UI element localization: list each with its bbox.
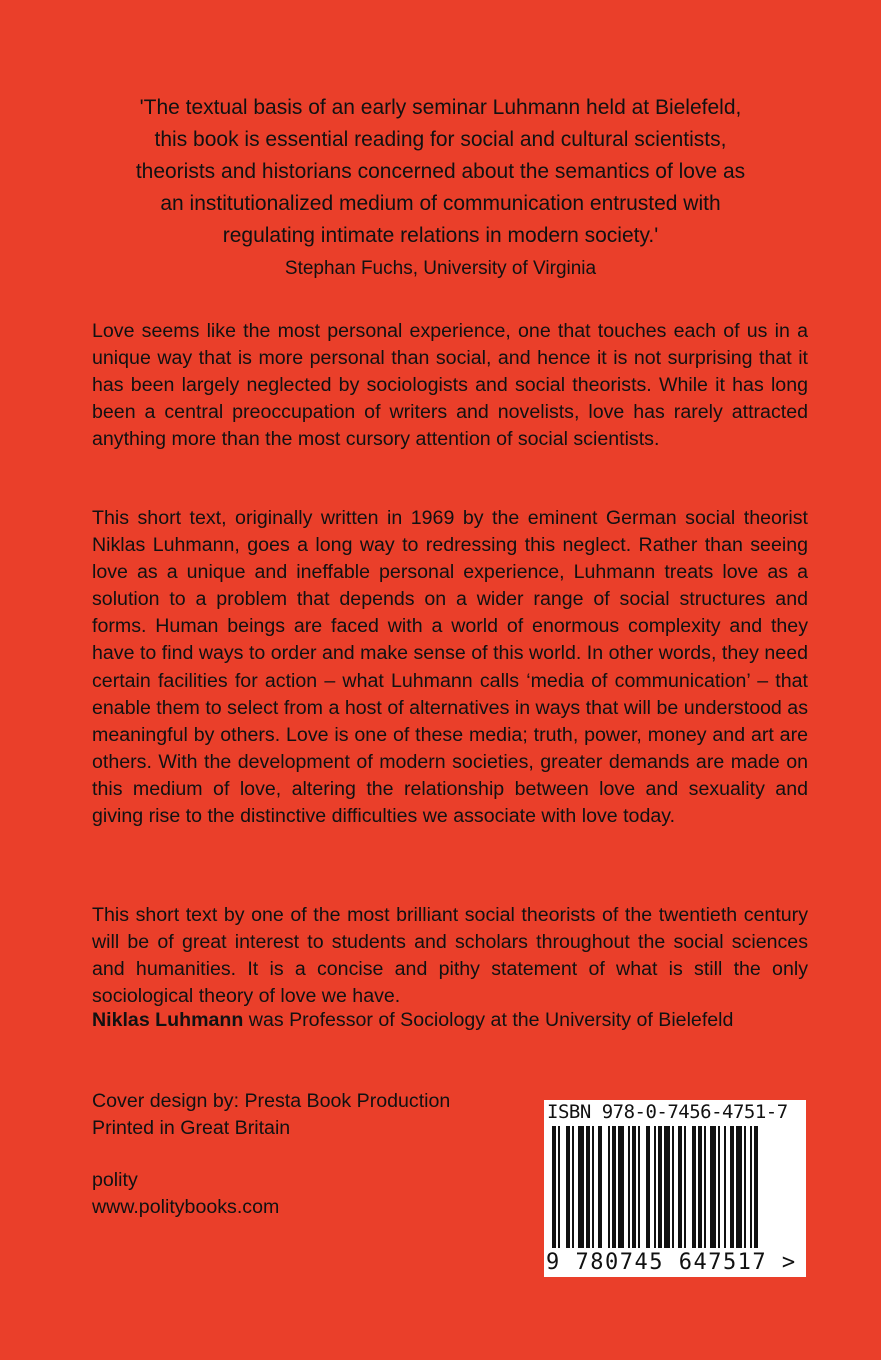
barcode-bar [598, 1126, 602, 1248]
quote-line: this book is essential reading for social and cultural scientists, [154, 128, 727, 151]
quote-line: theorists and historians concerned about the semantics of love as [135, 160, 746, 183]
barcode-bar [678, 1126, 682, 1248]
barcode-bar [736, 1126, 742, 1248]
blurb-paragraph-3: This short text by one of the most brilliant social theorists of the twentieth century will be of great interest to students and scholars throughout the social sciences and humanities. It is a concise and pithy statement of what is still the only sociological theory of love we have. [92, 904, 808, 1008]
quote-line: 'The textual basis of an early seminar Luhmann held at Bielefeld, [139, 96, 742, 119]
isbn-label: ISBN 978-0-7456-4751-7 [547, 1101, 788, 1123]
printed-in: Printed in Great Britain [92, 1117, 291, 1139]
barcode-bar [618, 1126, 624, 1248]
barcode-bar [658, 1126, 662, 1248]
blurb-paragraph-2: This short text, originally written in 1969 by the eminent German social theorist Niklas Luhmann, goes a long way to redressing this neglect. Rather than seeing love as a unique and ineffable personal experience, Luhmann treats love as a solution to a problem that depends on a wider range of social structures and forms. Human beings are faced with a world of enormous complexity and they have to find ways to order and make sense of this world. In other words, they need certain facilities for action – what Luhmann calls ‘media of communication’ – that enable them to select from a host of alternatives in ways that will be understood as meaningful by others. Love is one of these media; truth, power, money and art are others. With the development of modern societies, greater demands are made on this medium of love, altering the relationship between love and sexuality and giving rise to the distinctive difficulties we associate with love today. [92, 507, 808, 828]
author-description: was Professor of Sociology at the University of Bielefeld [243, 1009, 734, 1031]
publisher-info [92, 1167, 279, 1221]
barcode-bar [710, 1126, 716, 1248]
barcode-bar [718, 1126, 720, 1248]
barcode-bar [612, 1126, 616, 1248]
barcode-bar [552, 1126, 556, 1248]
barcode-bar [566, 1126, 570, 1248]
quote-line: regulating intimate relations in modern society.' [222, 224, 659, 247]
barcode-bar [744, 1126, 746, 1248]
barcode-bar [754, 1126, 758, 1248]
barcode-bar [572, 1126, 574, 1248]
barcode-digits: 9 780745 647517 > [546, 1250, 797, 1275]
barcode-bar [704, 1126, 706, 1248]
barcode-bar [724, 1126, 726, 1248]
author-bio [92, 1007, 808, 1034]
quote-line: an institutionalized medium of communication entrusted with [160, 192, 721, 215]
barcode-bar [558, 1126, 560, 1248]
barcode-bar [592, 1126, 594, 1248]
barcode-bar [750, 1126, 752, 1248]
barcode-bar [632, 1126, 636, 1248]
barcode-bar [730, 1126, 734, 1248]
barcode-bar [578, 1126, 584, 1248]
author-name: Niklas Luhmann [92, 1009, 244, 1031]
barcode-bar [698, 1126, 702, 1248]
barcode-bar [684, 1126, 686, 1248]
barcode-bar [586, 1126, 590, 1248]
barcode-bar [692, 1126, 696, 1248]
endorsement-quote [80, 92, 801, 284]
barcode-bar [654, 1126, 656, 1248]
publisher-name: polity [92, 1169, 138, 1191]
barcode-bar [664, 1126, 670, 1248]
blurb-paragraph-1: Love seems like the most personal experience, one that touches each of us in a unique way that is more personal than social, and hence it is not surprising that it has been largely neglected by sociologists and social theorists. While it has long been a central preoccupation of writers and novelists, love has rarely attracted anything more than the most cursory attention of social scientists. [92, 320, 808, 451]
barcode-bar [628, 1126, 630, 1248]
isbn-barcode [544, 1100, 806, 1277]
cover-design-credit: Cover design by: Presta Book Production [92, 1090, 451, 1112]
credits [92, 1088, 450, 1142]
barcode-bar [638, 1126, 640, 1248]
barcode-bar [646, 1126, 650, 1248]
publisher-url[interactable]: www.politybooks.com [92, 1196, 280, 1218]
barcode-bar [608, 1126, 610, 1248]
barcode-bar [672, 1126, 674, 1248]
quote-attribution: Stephan Fuchs, University of Virginia [284, 258, 597, 279]
